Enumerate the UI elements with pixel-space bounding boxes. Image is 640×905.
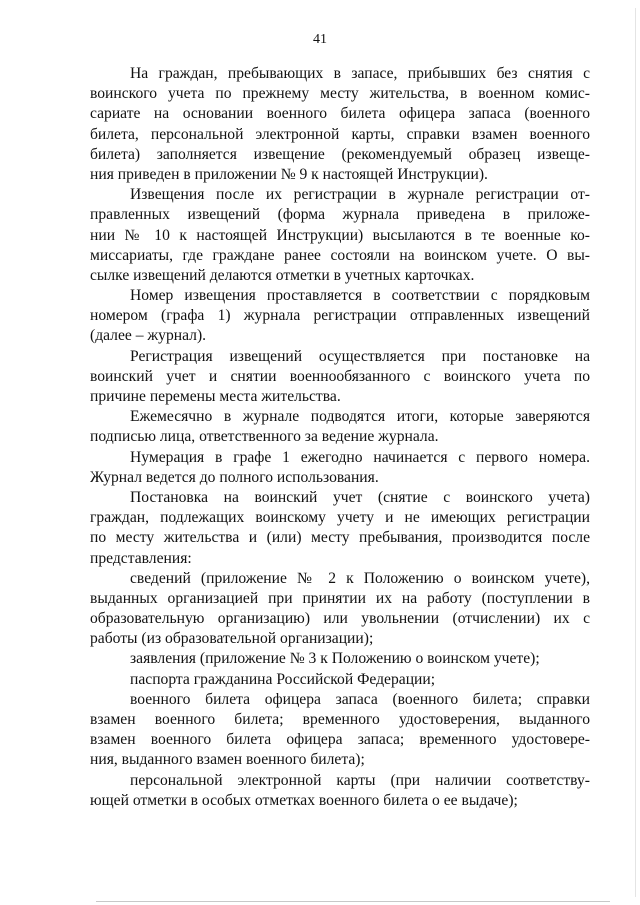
text-line: образовательную организацию) или увольнении (отчислении) их с — [90, 610, 590, 628]
text-line: билета, персональной электронной карты, справки взамен военного — [90, 125, 590, 143]
text-line: миссариаты, где граждане ранее состояли на воинском учете. О вы- — [90, 246, 590, 264]
text-line: Постановка на воинский учет (снятие с воинского учета) — [130, 488, 590, 506]
text-line: военного билета офицера запаса (военного билета; справки — [130, 690, 590, 708]
text-line: выданных организацией при принятии их на работу (поступлении в — [90, 589, 590, 607]
scan-bottom-edge — [96, 901, 610, 902]
text-line: Регистрация извещений осуществляется при постановке на — [130, 347, 590, 365]
text-line: (далее – журнал). — [90, 327, 207, 345]
body-text — [90, 64, 590, 811]
text-line: воинский учет и снятии военнообязанного с воинского учета по — [90, 367, 590, 385]
text-line: граждан, подлежащих воинскому учету и не имеющих регистрации — [90, 509, 590, 527]
text-line: Номер извещения проставляется в соответствии с порядковым — [130, 287, 590, 305]
text-line: причине перемены места жительства. — [90, 388, 341, 405]
text-line: Журнал ведется до полного использования. — [90, 468, 379, 486]
text-line: паспорта гражданина Российской Федерации; — [130, 670, 436, 688]
text-line: воинского учета по прежнему месту жительства, в военном комис- — [90, 85, 590, 103]
text-line: заявления (приложение № 3 к Положению о воинском учете); — [130, 650, 540, 668]
text-line: билета) заполняется извещение (рекомендуемый образец извеще- — [90, 145, 590, 163]
text-line: сариате на основании военного билета офицера запаса (военного — [90, 105, 590, 123]
text-line: На граждан, пребывающих в запасе, прибывших без снятия с — [130, 65, 590, 82]
text-line: сведений (приложение № 2 к Положению о воинском учете), — [130, 569, 590, 587]
scan-right-edge — [635, 8, 636, 897]
text-line: правленных извещений (форма журнала приведена в приложе- — [90, 206, 590, 224]
text-line: представления: — [90, 549, 192, 567]
text-line: сылке извещений делаются отметки в учетных карточках. — [90, 266, 475, 284]
text-line: по месту жительства и (или) месту пребывания, производится после — [90, 529, 590, 547]
text-line: взамен военного билета; временного удостоверения, выданного — [90, 711, 590, 728]
page-number: 41 — [313, 32, 327, 47]
text-line: ющей отметки в особых отметках военного билета о ее выдаче); — [90, 791, 518, 809]
text-line: Извещения после их регистрации в журнале регистрации от- — [130, 186, 590, 204]
text-line: взамен военного билета офицера запаса; временного удостовере- — [90, 731, 590, 749]
text-line: Нумерация в графе 1 ежегодно начинается с первого номера. — [130, 448, 590, 466]
text-line: подписью лица, ответственного за ведение журнала. — [90, 428, 439, 446]
text-line: Ежемесячно в журнале подводятся итоги, которые заверяются — [130, 408, 590, 426]
text-line: нии № 10 к настоящей Инструкции) высылаются в те военные ко- — [90, 226, 590, 244]
text-line: персональной электронной карты (при наличии соответству- — [130, 771, 590, 789]
text-line: ния, выданного взамен военного билета); — [90, 751, 365, 769]
text-line: работы (из образовательной организации); — [90, 630, 374, 648]
text-line: номером (графа 1) журнала регистрации отправленных извещений — [90, 307, 590, 325]
text-line: ния приведен в приложении № 9 к настоящей Инструкции). — [90, 165, 488, 183]
